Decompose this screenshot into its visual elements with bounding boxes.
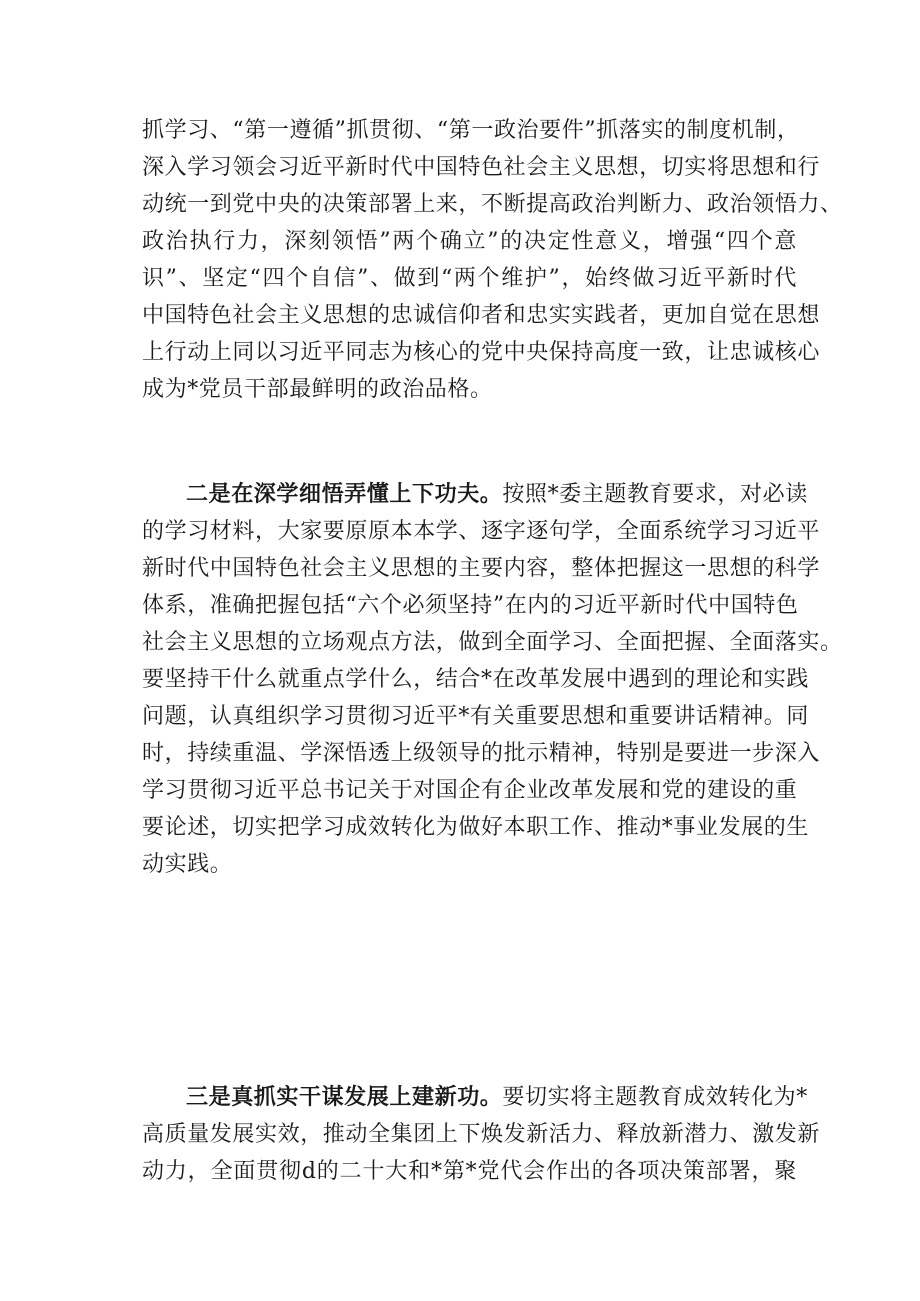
text-line: 中国特色社会主义思想的忠诚信仰者和忠实实践者，更加自觉在思想 (142, 303, 821, 328)
paragraph-1 (142, 112, 843, 408)
text-line: 的学习材料，大家要原原本本学、逐字逐句学，全面系统学习习近平 (142, 519, 821, 544)
text-line: 要坚持干什么就重点学什么，结合*在改革发展中遇到的理论和实践 (142, 667, 810, 692)
text-line: 深入学习领会习近平新时代中国特色社会主义思想，切实将思想和行 (142, 155, 821, 180)
text-line: 高质量发展实效，推动全集团上下焕发新活力、释放新潜力、激发新 (142, 1122, 821, 1147)
text-line: 时，持续重温、学深悟透上级领导的批示精神，特别是要进一步深入 (142, 741, 821, 766)
text-line: 成为*党员干部最鲜明的政治品格。 (142, 377, 493, 402)
text-line: 社会主义思想的立场观点方法，做到全面学习、全面把握、全面落实。 (142, 630, 843, 655)
text-line: 动力，全面贯彻d的二十大和*第*党代会作出的各项决策部署，聚 (142, 1159, 797, 1184)
text-line: 抓学习、“第一遵循”抓贯彻、“第一政治要件”抓落实的制度机制， (142, 118, 800, 143)
text-line: 学习贯彻习近平总书记关于对国企有企业改革发展和党的建设的重 (142, 778, 798, 803)
text-run: 按照*委主题教育要求，对必读 (502, 482, 808, 507)
text-line: 要论述，切实把学习成效转化为做好本职工作、推动*事业发展的生 (142, 815, 810, 840)
paragraph-first-line (142, 1079, 808, 1116)
text-run: 要切实将主题教育成效转化为* (502, 1085, 808, 1110)
paragraph-heading: 二是在深学细悟弄懂上下功夫。 (186, 481, 503, 507)
paragraph-first-line (142, 476, 808, 513)
text-line: 政治执行力，深刻领悟”两个确立”的决定性意义，增强“四个意 (142, 229, 797, 254)
text-line: 识”、坚定“四个自信”、做到“两个维护”，始终做习近平新时代 (142, 266, 797, 291)
text-line: 动实践。 (142, 852, 233, 877)
text-line: 问题，认真组织学习贯彻习近平*有关重要思想和重要讲话精神。同 (142, 704, 810, 729)
text-line: 新时代中国特色社会主义思想的主要内容，整体把握这一思想的科学 (142, 556, 821, 581)
text-line: 动统一到党中央的决策部署上来，不断提高政治判断力、政治领悟力、 (142, 192, 843, 217)
paragraph-heading: 三是真抓实干谋发展上建新功。 (186, 1084, 503, 1110)
text-line: 体系，准确把握包括“六个必须坚持”在内的习近平新时代中国特色 (142, 593, 799, 618)
paragraph-3 (142, 1079, 821, 1190)
paragraph-2 (142, 476, 843, 883)
text-line: 上行动上同以习近平同志为核心的党中央保持高度一致，让忠诚核心 (142, 340, 821, 365)
